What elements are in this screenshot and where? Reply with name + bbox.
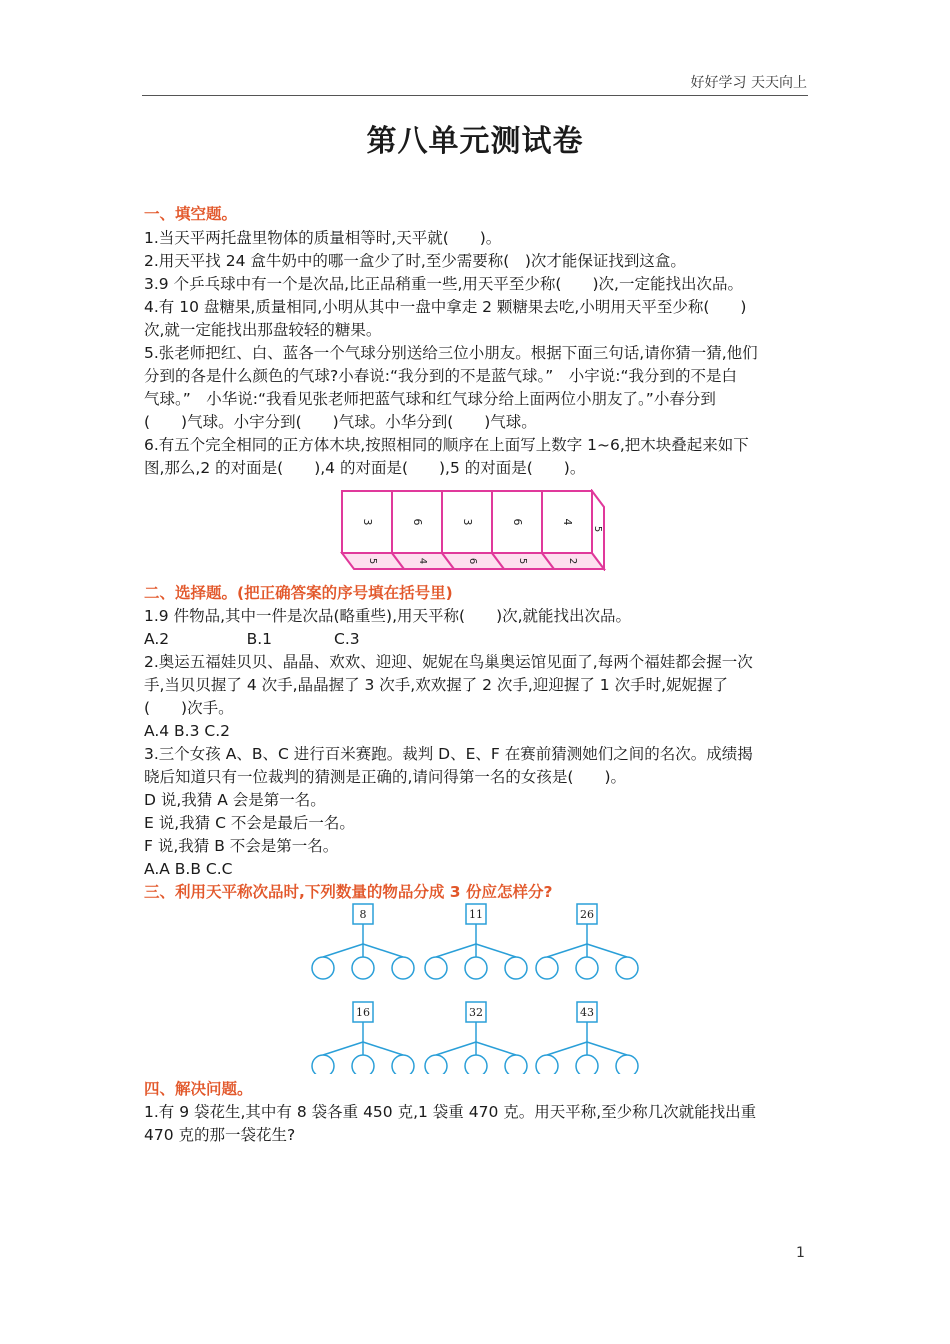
question-line: 1.当天平两托盘里物体的质量相等时,天平就( )。 bbox=[144, 229, 502, 247]
tree-leaf-circle bbox=[576, 1055, 598, 1074]
tree-diagram bbox=[536, 904, 638, 979]
cube-face-number: 4 bbox=[561, 518, 574, 526]
section-2-heading: 二、选择题。(把正确答案的序号填在括号里) bbox=[144, 584, 453, 602]
cube-face-number: 5 bbox=[517, 557, 528, 565]
tree-root-number: 26 bbox=[580, 908, 594, 921]
question-line: ( )气球。小宇分到( )气球。小华分到( )气球。 bbox=[144, 413, 537, 431]
cube-face-number: 6 bbox=[411, 518, 424, 526]
cube-face-number: 5 bbox=[592, 525, 603, 533]
section-1-heading: 一、填空题。 bbox=[144, 205, 238, 223]
tree-diagram-figure bbox=[310, 902, 650, 1074]
tree-leaf-circle bbox=[536, 957, 558, 979]
question-line: 气球。” 小华说:“我看见张老师把蓝气球和红气球分给上面两位小朋友了。”小春分到 bbox=[144, 390, 716, 408]
tree-leaf-circle bbox=[465, 957, 487, 979]
question-line: 晓后知道只有一位裁判的猜测是正确的,请问得第一名的女孩是( )。 bbox=[144, 768, 627, 786]
question-line: 次,就一定能找出那盘较轻的糖果。 bbox=[144, 321, 382, 339]
tree-leaf-circle bbox=[505, 1055, 527, 1074]
tree-leaf-circle bbox=[536, 1055, 558, 1074]
cube-face-number: 3 bbox=[361, 518, 374, 526]
question-line: ( )次手。 bbox=[144, 699, 234, 717]
question-line: 6.有五个完全相同的正方体木块,按照相同的顺序在上面写上数字 1~6,把木块叠起来如下 bbox=[144, 436, 749, 454]
answer-options: A.4 B.3 C.2 bbox=[144, 722, 231, 740]
tree-diagram bbox=[536, 1002, 638, 1074]
section-3-heading: 三、利用天平称次品时,下列数量的物品分成 3 份应怎样分? bbox=[144, 883, 553, 901]
tree-leaf-circle bbox=[576, 957, 598, 979]
cube-stack-figure bbox=[340, 489, 612, 571]
tree-diagram bbox=[425, 1002, 527, 1074]
question-line: 3.三个女孩 A、B、C 进行百米赛跑。裁判 D、E、F 在赛前猜测她们之间的名次。成绩揭 bbox=[144, 745, 753, 763]
question-line: 分到的各是什么颜色的气球?小春说:“我分到的不是蓝气球。” 小宇说:“我分到的不是白 bbox=[144, 367, 738, 385]
tree-leaf-circle bbox=[392, 957, 414, 979]
tree-leaf-circle bbox=[312, 1055, 334, 1074]
tree-leaf-circle bbox=[352, 1055, 374, 1074]
tree-root-number: 11 bbox=[469, 908, 483, 921]
tree-leaf-circle bbox=[312, 957, 334, 979]
question-line: E 说,我猜 C 不会是最后一名。 bbox=[144, 814, 355, 832]
tree-leaf-circle bbox=[465, 1055, 487, 1074]
question-line: 470 克的那一袋花生? bbox=[144, 1126, 296, 1144]
tree-leaf-circle bbox=[616, 1055, 638, 1074]
tree-leaf-circle bbox=[352, 957, 374, 979]
cube-front-faces bbox=[342, 491, 592, 553]
question-line: 5.张老师把红、白、蓝各一个气球分别送给三位小朋友。根据下面三句话,请你猜一猜,他们 bbox=[144, 344, 758, 362]
page-title: 第八单元测试卷 bbox=[366, 124, 584, 159]
header-rule bbox=[142, 95, 808, 96]
tree-leaf-circle bbox=[505, 957, 527, 979]
question-line: 4.有 10 盘糖果,质量相同,小明从其中一盘中拿走 2 颗糖果去吃,小明用天平至少称( ) bbox=[144, 298, 747, 316]
tree-root-number: 43 bbox=[580, 1006, 594, 1019]
tree-diagram bbox=[425, 904, 527, 979]
tree-leaf-circle bbox=[425, 1055, 447, 1074]
tree-leaf-circle bbox=[616, 957, 638, 979]
cube-bottom-faces bbox=[342, 553, 604, 569]
tree-diagram bbox=[312, 904, 414, 979]
tree-root-number: 16 bbox=[356, 1006, 370, 1019]
cube-face-number: 2 bbox=[567, 557, 578, 565]
cube-face-number: 6 bbox=[511, 518, 524, 526]
question-line: 图,那么,2 的对面是( ),4 的对面是( ),5 的对面是( )。 bbox=[144, 459, 586, 477]
tree-leaf-circle bbox=[392, 1055, 414, 1074]
tree-leaf-circle bbox=[425, 957, 447, 979]
question-line: 手,当贝贝握了 4 次手,晶晶握了 3 次手,欢欢握了 2 次手,迎迎握了 1 次手时,妮妮握了 bbox=[144, 676, 728, 694]
header-text: 好好学习 天天向上 bbox=[690, 75, 807, 91]
page-number: 1 bbox=[796, 1245, 805, 1261]
question-line: 1.有 9 袋花生,其中有 8 袋各重 450 克,1 袋重 470 克。用天平称,至少称几次就能找出重 bbox=[144, 1103, 757, 1121]
cube-face-number: 4 bbox=[417, 557, 428, 565]
question-line: 2.用天平找 24 盒牛奶中的哪一盒少了时,至少需要称( )次才能保证找到这盒。 bbox=[144, 252, 686, 270]
section-4-heading: 四、解决问题。 bbox=[144, 1080, 253, 1098]
question-line: F 说,我猜 B 不会是第一名。 bbox=[144, 837, 339, 855]
cube-face-number: 5 bbox=[367, 557, 378, 565]
tree-root-number: 8 bbox=[359, 908, 367, 921]
answer-options: A.2 B.1 C.3 bbox=[144, 630, 360, 648]
cube-face-number: 3 bbox=[461, 518, 474, 526]
question-line: 1.9 件物品,其中一件是次品(略重些),用天平称( )次,就能找出次品。 bbox=[144, 607, 632, 625]
cube-face-number: 6 bbox=[467, 557, 478, 565]
question-line: 3.9 个乒乓球中有一个是次品,比正品稍重一些,用天平至少称( )次,一定能找出次品。 bbox=[144, 275, 743, 293]
tree-diagram bbox=[312, 1002, 414, 1074]
question-line: D 说,我猜 A 会是第一名。 bbox=[144, 791, 326, 809]
tree-root-number: 32 bbox=[469, 1006, 483, 1019]
answer-options: A.A B.B C.C bbox=[144, 860, 233, 878]
question-line: 2.奥运五福娃贝贝、晶晶、欢欢、迎迎、妮妮在鸟巢奥运馆见面了,每两个福娃都会握一次 bbox=[144, 653, 753, 671]
